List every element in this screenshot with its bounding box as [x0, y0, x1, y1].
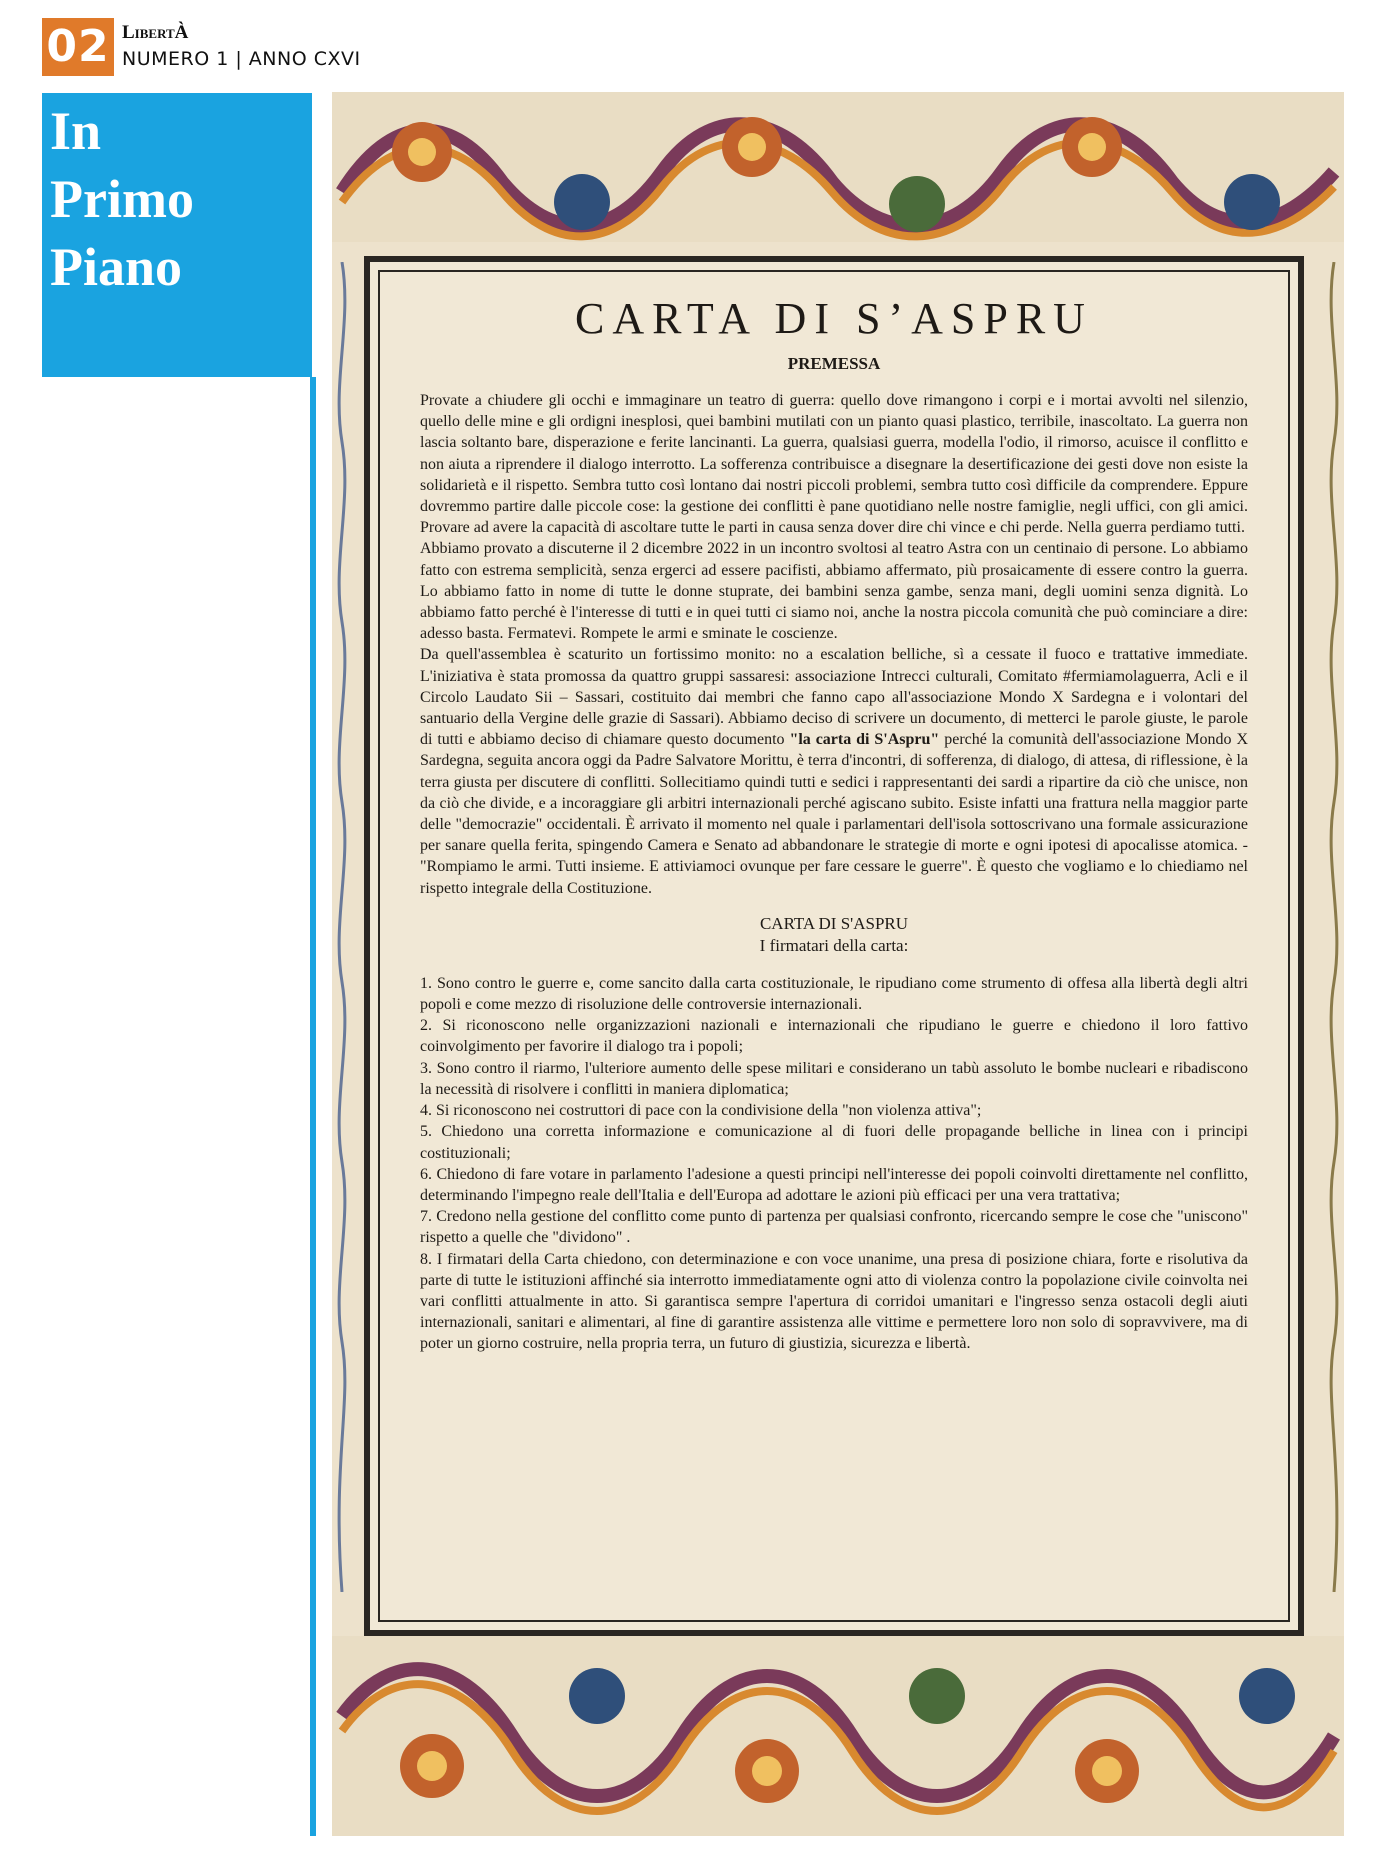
points-list	[420, 973, 1248, 1355]
section-title	[50, 97, 300, 301]
charter-title: CARTA DI S’ASPRU	[575, 294, 1093, 343]
paragraph	[420, 644, 1248, 898]
ornamental-border-top	[332, 92, 1344, 242]
section-rule	[310, 377, 316, 1836]
list-item: 3. Sono contro il riarmo, l'ulteriore aumento delle spese militari e considerano un tabù assoluto le bombe nucleari e ribadiscono la necessità di risolvere i conflitti in maniera diplomatica;	[420, 1059, 1248, 1098]
subhead-title: CARTA DI S'ASPRU	[759, 913, 909, 933]
signatories-heading	[420, 913, 1248, 957]
charter-frame	[364, 256, 1304, 1636]
section-box	[42, 93, 312, 377]
list-item: 5. Chiedono una corretta informazione e comunicazione al di fuori delle propagande belliche in linea con i principi costituzionali;	[420, 1123, 1248, 1162]
list-item: 4. Si riconoscono nei costruttori di pace con la condivisione della "non violenza attiva";	[420, 1102, 982, 1120]
subhead-subtitle: I firmatari della carta:	[759, 935, 909, 955]
ornamental-border-right	[1324, 262, 1344, 1592]
ornamental-border-left	[332, 262, 352, 1592]
list-item: 7. Credono nella gestione del conflitto come punto di partenza per qualsiasi confronto, ricercando sempre le cose che "uniscono" rispetto a quelle che "dividono" .	[420, 1208, 1248, 1247]
section-title-line: Piano	[50, 237, 183, 297]
ornamental-border-bottom	[332, 1636, 1344, 1836]
premessa-heading: PREMESSA	[787, 354, 881, 373]
issue-info: NUMERO 1 | ANNO CXVI	[122, 48, 361, 70]
charter-content	[378, 270, 1290, 1622]
publication-name: LibertÀ	[122, 22, 189, 43]
page-number: 02	[42, 18, 114, 76]
charter-photo	[332, 92, 1344, 1836]
list-item: 1. Sono contro le guerre e, come sancito dalla carta costituzionale, le ripudiano come strumento di offesa alla libertà degli altri popoli e come mezzo di risoluzione delle controversie internazionali.	[420, 974, 1248, 1014]
section-title-line: Primo	[50, 169, 194, 229]
list-item: 6. Chiedono di fare votare in parlamento l'adesione a questi principi nell'interesse dei popoli coinvolti direttamente nel conflitto, determinando l'impegno reale dell'Italia e dell'Europa ad adottare le azioni più efficaci per una vera trattativa;	[420, 1165, 1248, 1204]
list-item: 2. Si riconoscono nelle organizzazioni nazionali e internazionali che ripudiano le guerre e chiedono il loro fattivo coinvolgimento per favorire il dialogo tra i popoli;	[420, 1017, 1248, 1056]
paragraph-text: perché la comunità dell'associazione Mondo X Sardegna, seguita ancora oggi da Padre Salvatore Morittu, è terra d'incontri, di sofferenza, di dialogo, di attesa, di riflessione, è la terra giusta per discutere di conflitti. Sollecitiamo quindi tutti e sedici i rappresentanti dei sardi a ripartire da ciò che unisce, non da ciò che divide, e a incoraggiare gli arbitri internazionali perché agiscano subito. Esiste infatti una frattura nella maggior parte delle "democrazie" occidentali. È arrivato il momento nel quale i parlamentari dell'isola sottoscrivano una formale assicurazione per sanare quella ferita, spingendo Camera e Senato ad abbandonare le strategie di morte e ogni ipotesi di apocalisse atomica. - "Rompiamo le armi. Tutti insieme. E attiviamoci ovunque per fare cessare le guerre". È questo che vogliamo e lo chiediamo nel rispetto integrale della Costituzione.	[420, 731, 1249, 897]
paragraph: Provate a chiudere gli occhi e immaginare un teatro di guerra: quello dove rimangono i corpi e i mortai avvolti nel silenzio, quello delle mine e gli ordigni inesplosi, quei bambini mutilati con un pianto quasi plastico, terribile, inascoltato. La guerra non lascia soltanto bare, disperazione e ferite lancinanti. La guerra, qualsiasi guerra, modella l'odio, il rimorso, acuisce il conflitto e non aiuta a riprendere il dialogo interrotto. La sofferenza contribuisce a disegnare la desertificazione dei gesti dove non esiste la solidarietà e il rispetto. Sembra tutto così lontano dai nostri piccoli problemi, sembra tutto così difficile da comprendere. Eppure dovremmo partire dalle piccole cose: la gestione dei conflitti è pane quotidiano nelle nostre famiglie, negli uffici, con gli amici. Provare ad avere la capacità di ascoltare tutte le parti in causa senza dover dire chi vince e chi perde. Nella guerra perdiamo tutti.	[420, 392, 1248, 537]
paragraph-text: Da quell'assemblea è scaturito un fortissimo monito: no a escalation belliche, sì a cessate il fuoco e trattative immediate. L'iniziativa è stata promossa da quattro gruppi sassaresi: associazione Intrecci culturali, Comitato #fermiamolaguerra, Acli e il Circolo Laudato Sii – Sassari, costituito dai membri che fanno capo all'associazione Mondo X Sardegna e i volontari del santuario della Vergine delle grazie di Sassari). Abbiamo deciso di scrivere un documento, di metterci le parole giuste, le parole di tutti e abbiamo deciso di chiamare questo documento	[420, 646, 1248, 749]
list-item: 8. I firmatari della Carta chiedono, con determinazione e con voce unanime, una presa di posizione chiara, forte e risolutiva da parte di tutte le istituzioni affinché sia interrotto immediatamente ogni atto di violenza contro la popolazione civile coinvolta nei vari conflitti attualmente in atto. Si garantisca sempre l'apertura di corridoi umanitari e l'ingresso senza ostacoli degli aiuti internazionali, sanitari e alimentari, al fine di garantire assistenza alle vittime e permettere loro non solo di sopravvivere, ma di poter un giorno costruire, nella propria terra, un futuro di giustizia, sicurezza e libertà.	[420, 1250, 1248, 1353]
charter-name-bold: "la carta di S'Aspru"	[789, 731, 940, 749]
paragraph: Abbiamo provato a discuterne il 2 dicembre 2022 in un incontro svoltosi al teatro Astra con un centinaio di persone. Lo abbiamo fatto con estrema semplicità, senza ergerci ad essere pacifisti, abbiamo affermato, più prosaicamente di essere contro la guerra. Lo abbiamo fatto in nome di tutte le donne stuprate, dei bambini senza gambe, senza mani, degli uomini senza dignità. Lo abbiamo fatto perché è l'interesse di tutti e in quei tutti ci siamo noi, anche la nostra piccola comunità che può cominciare a dire: adesso basta. Fermatevi. Rompete le armi e sminate le coscienze.	[420, 540, 1248, 643]
section-title-line: In	[50, 101, 102, 161]
